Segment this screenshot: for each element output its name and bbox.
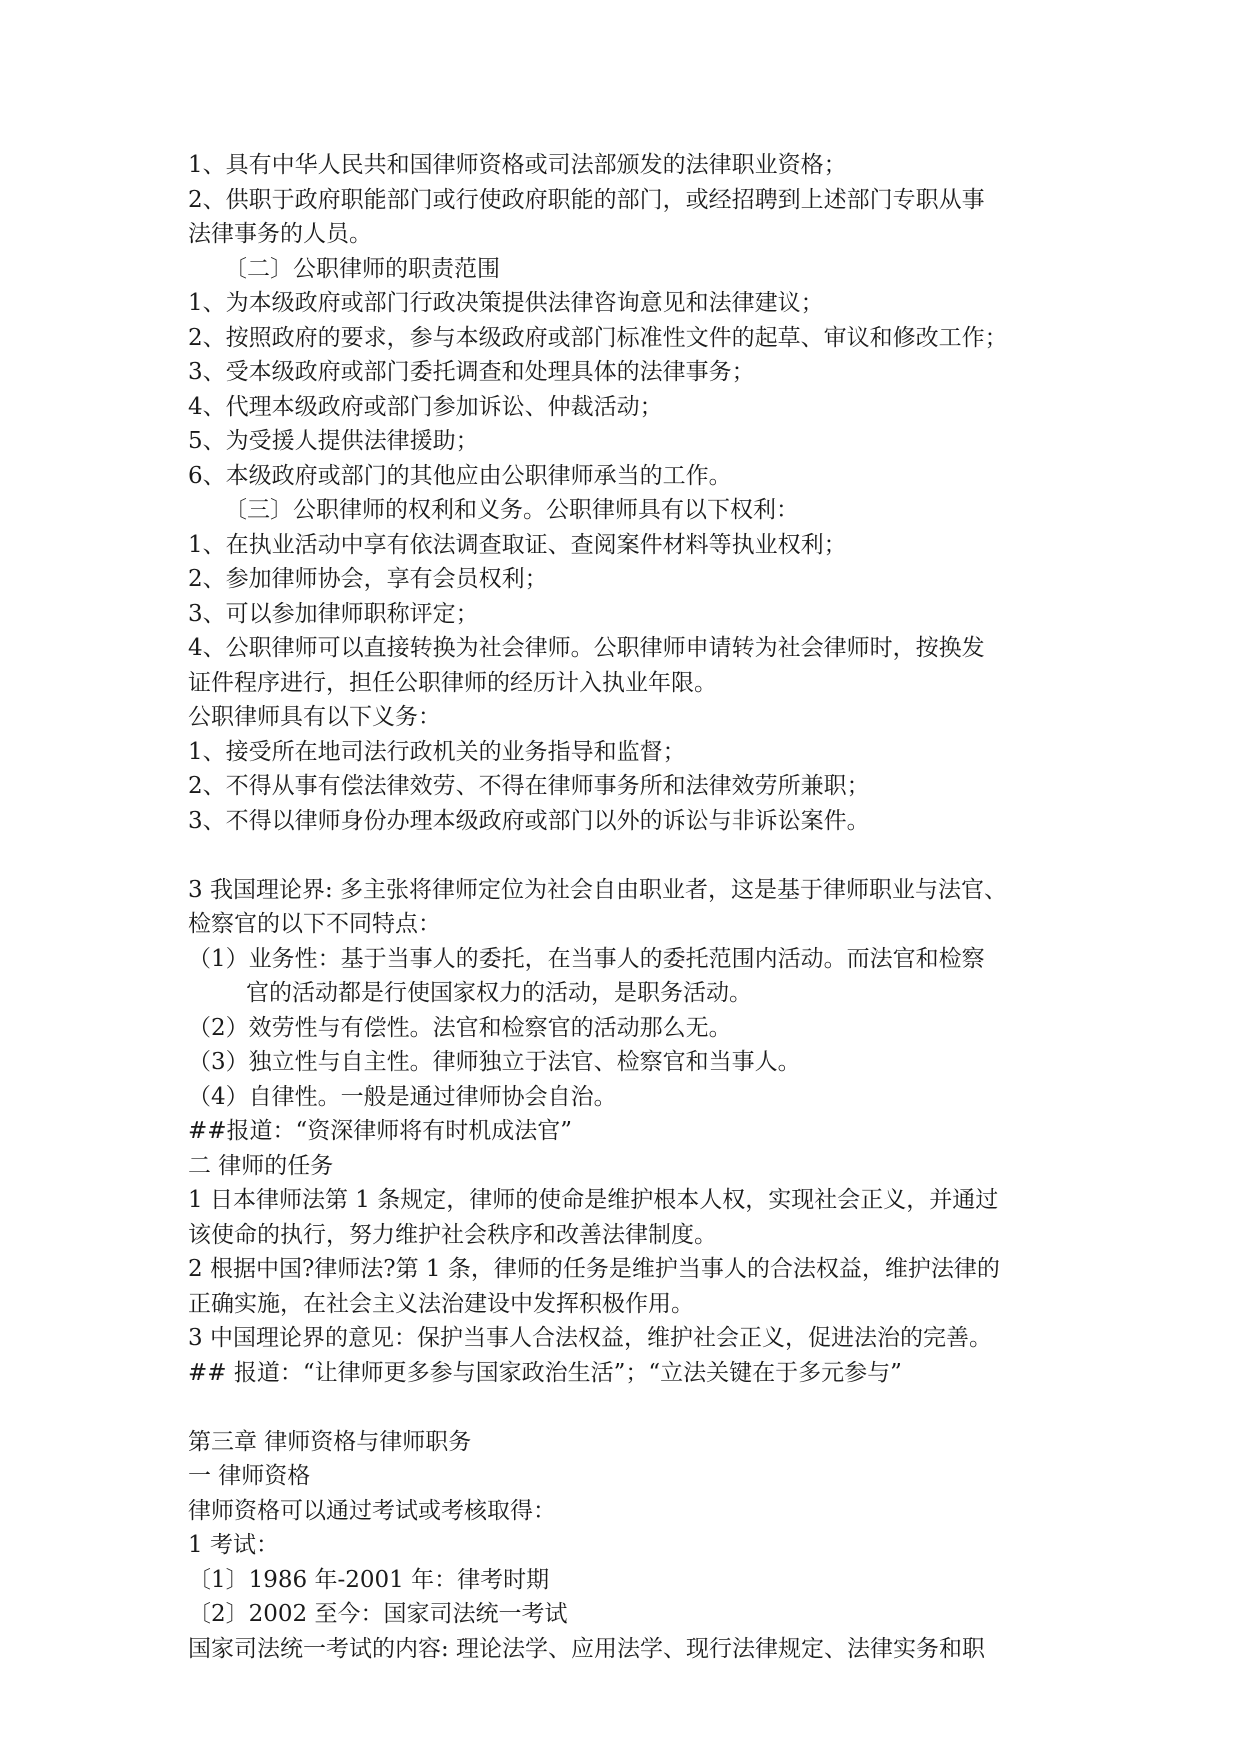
text-line: 4、代理本级政府或部门参加诉讼、仲裁活动； xyxy=(188,393,663,420)
text-line: ##报道：“资深律师将有时机成法官” xyxy=(188,1118,573,1144)
text-line: 6、本级政府或部门的其他应由公职律师承当的工作。 xyxy=(188,462,732,489)
section-heading: 一 律师资格 xyxy=(188,1463,311,1489)
list-item-continuation: 官的活动都是行使国家权力的活动，是职务活动。 xyxy=(246,980,752,1006)
blank-line xyxy=(188,838,1068,873)
text-line: 2、不得从事有偿法律效劳、不得在律师事务所和法律效劳所兼职； xyxy=(188,773,870,799)
text-line: 1 考试： xyxy=(188,1532,279,1558)
list-item: 〔2〕2002 至今：国家司法统一考试 xyxy=(188,1601,568,1627)
text-line: ## 报道：“让律师更多参与国家政治生活”；“立法关键在于多元参与” xyxy=(188,1359,902,1386)
list-item: （2）效劳性与有偿性。法官和检察官的活动那么无。 xyxy=(188,1014,732,1041)
text-line: 律师资格可以通过考试或考核取得： xyxy=(188,1497,556,1524)
text-line: 3、不得以律师身份办理本级政府或部门以外的诉讼与非诉讼案件。 xyxy=(188,807,870,834)
list-item: （4）自律性。一般是通过律师协会自治。 xyxy=(188,1083,617,1110)
section-heading: 〔二〕公职律师的职责范围 xyxy=(224,255,500,282)
chapter-heading: 第三章 律师资格与律师职务 xyxy=(188,1428,472,1455)
text-line: 3、可以参加律师职称评定； xyxy=(188,600,479,627)
text-line: 国家司法统一考试的内容: 理论法学、应用法学、现行法律规定、法律实务和职 xyxy=(188,1635,986,1662)
list-item: （3）独立性与自主性。律师独立于法官、检察官和当事人。 xyxy=(188,1049,801,1075)
section-heading: 二 律师的任务 xyxy=(188,1152,334,1179)
text-line: 2、供职于政府职能部门或行使政府职能的部门，或经招聘到上述部门专职从事 xyxy=(188,186,985,213)
text-line: 2、参加律师协会，享有会员权利； xyxy=(188,566,548,592)
text-line: 1、在执业活动中享有依法调查取证、查阅案件材料等执业权利； xyxy=(188,531,847,558)
text-line: 1 日本律师法第 1 条规定，律师的使命是维护根本人权，实现社会正义，并通过 xyxy=(188,1187,999,1213)
list-item: 〔1〕1986 年-2001 年：律考时期 xyxy=(188,1566,550,1593)
text-line: 该使命的执行，努力维护社会秩序和改善法律制度。 xyxy=(188,1221,717,1248)
text-line: 3 中国理论界的意见：保护当事人合法权益，维护社会正义，促进法治的完善。 xyxy=(188,1325,992,1351)
text-line: 检察官的以下不同特点： xyxy=(188,911,441,937)
text-line: 法律事务的人员。 xyxy=(188,221,372,247)
text-line: 1、为本级政府或部门行政决策提供法律咨询意见和法律建议； xyxy=(188,290,824,316)
text-line: 3、受本级政府或部门委托调查和处理具体的法律事务； xyxy=(188,359,755,385)
text-line: 证件程序进行，担任公职律师的经历计入执业年限。 xyxy=(188,669,717,696)
text-line: 2、按照政府的要求，参与本级政府或部门标准性文件的起草、审议和修改工作； xyxy=(188,324,1008,351)
document-body xyxy=(188,148,1068,1666)
text-line: 1、具有中华人民共和国律师资格或司法部颁发的法律职业资格； xyxy=(188,152,847,178)
text-line: 正确实施，在社会主义法治建设中发挥积极作用。 xyxy=(188,1290,694,1317)
text-line: 1、接受所在地司法行政机关的业务指导和监督； xyxy=(188,738,686,765)
text-line: 5、为受援人提供法律援助； xyxy=(188,428,479,454)
list-item: （1）业务性：基于当事人的委托，在当事人的委托范围内活动。而法官和检察 xyxy=(188,945,985,972)
text-line: 公职律师具有以下义务： xyxy=(188,704,441,730)
section-heading: 〔三〕公职律师的权利和义务。公职律师具有以下权利： xyxy=(224,497,799,523)
text-line: 4、公职律师可以直接转换为社会律师。公职律师申请转为社会律师时，按换发 xyxy=(188,635,985,661)
text-line: 3 我国理论界: 多主张将律师定位为社会自由职业者，这是基于律师职业与法官、 xyxy=(188,876,1008,903)
text-line: 2 根据中国?律师法?第 1 条，律师的任务是维护当事人的合法权益，维护法律的 xyxy=(188,1256,1000,1282)
blank-line xyxy=(188,1390,1068,1425)
